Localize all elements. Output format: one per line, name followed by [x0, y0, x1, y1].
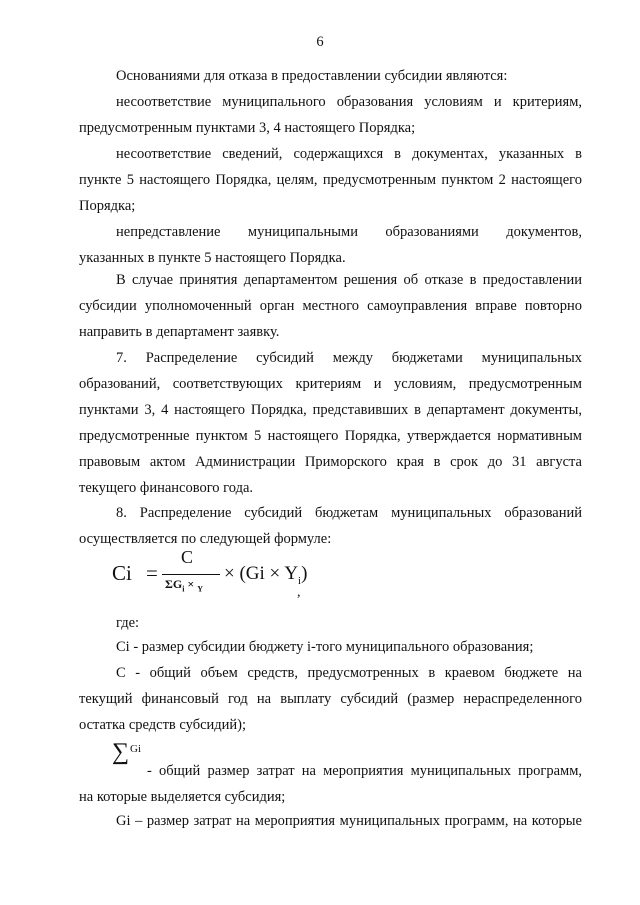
fraction-bar	[162, 574, 220, 575]
text-line: Gi – размер затрат на мероприятия муниципальных программ, на которые	[116, 813, 582, 829]
formula-tail: × $(Gi \times Y_i)$	[224, 563, 308, 587]
formula-lhs: Ci	[112, 561, 132, 585]
formula-numerator: C	[181, 547, 194, 567]
paragraph-mismatch-municipality	[79, 89, 582, 141]
text-line: остатка средств субсидий);	[79, 717, 247, 733]
text-line: несоответствие сведений, содержащихся в документах, указанных в	[116, 146, 582, 162]
text-line: пунктами 3, 4 настоящего Порядка, представивших в департамент документы,	[79, 402, 582, 418]
formula-denominator: $\Sigma G_i \times _Y$	[165, 577, 204, 594]
text-line: Порядка;	[79, 198, 136, 214]
text-line: на которые выделяется субсидия;	[79, 789, 286, 805]
text-line: пункте 5 настоящего Порядка, целям, предусмотренным пунктом 2 настоящего	[79, 172, 582, 188]
text-line: непредставление муниципальными образованиями документов,	[116, 224, 582, 240]
text-line: предусмотренные пунктом 5 настоящего Порядка, утверждается нормативным	[79, 428, 582, 444]
text-line: осуществляется по следующей формуле:	[79, 531, 332, 547]
text-line: Основаниями для отказа в предоставлении субсидии являются:	[116, 68, 508, 84]
text-line: образований, соответствующих критериям и условиям, предусмотренным	[79, 376, 582, 392]
definition-gi	[79, 808, 582, 834]
text-line: Ci - размер субсидии бюджету i-того муниципального образования;	[116, 639, 534, 655]
paragraph-grounds	[79, 63, 582, 89]
paragraph-item-8	[79, 500, 582, 552]
sigma-symbol: ∑	[112, 739, 130, 765]
text-line: текущий финансовый год на выплату субсидий (размер нераспределенного	[79, 691, 582, 707]
text-line: несоответствие муниципального образования условиям и критериям,	[116, 94, 582, 110]
paragraph-item-7	[79, 345, 582, 501]
text-line: - общий размер затрат на мероприятия муниципальных программ,	[147, 763, 582, 779]
text-line: предусмотренным пунктами 3, 4 настоящего Порядка;	[79, 120, 416, 136]
text-line: указанных в пункте 5 настоящего Порядка.	[79, 250, 346, 266]
page-number: 6	[316, 34, 324, 50]
paragraph-refusal-case	[79, 267, 582, 345]
formula-comma: ,	[297, 585, 301, 600]
text-line: 8. Распределение субсидий бюджетам муниципальных образований	[116, 505, 582, 521]
paragraph-mismatch-info	[79, 141, 582, 219]
text-line: субсидии уполномоченный орган местного самоуправления вправе повторно	[79, 298, 582, 314]
definition-sum-gi	[79, 758, 582, 810]
text-line: 7. Распределение субсидий между бюджетами муниципальных	[116, 350, 582, 366]
text-line: правовым актом Администрации Приморского края в срок до 31 августа	[79, 454, 582, 470]
definition-ci	[79, 634, 582, 660]
text-line: В случае принятия департаментом решения об отказе в предоставлении	[116, 272, 582, 288]
sum-gi-label: Gi	[130, 743, 141, 755]
definition-c	[79, 660, 582, 738]
formula-equals: =	[146, 561, 158, 585]
paragraph-non-submission	[79, 219, 582, 271]
paragraph-where	[79, 610, 582, 636]
text-line: С - общий объем средств, предусмотренных в краевом бюджете на	[116, 665, 582, 681]
text-line: направить в департамент заявку.	[79, 324, 280, 340]
text-line: текущего финансового года.	[79, 480, 254, 496]
text-line: где:	[116, 615, 140, 631]
